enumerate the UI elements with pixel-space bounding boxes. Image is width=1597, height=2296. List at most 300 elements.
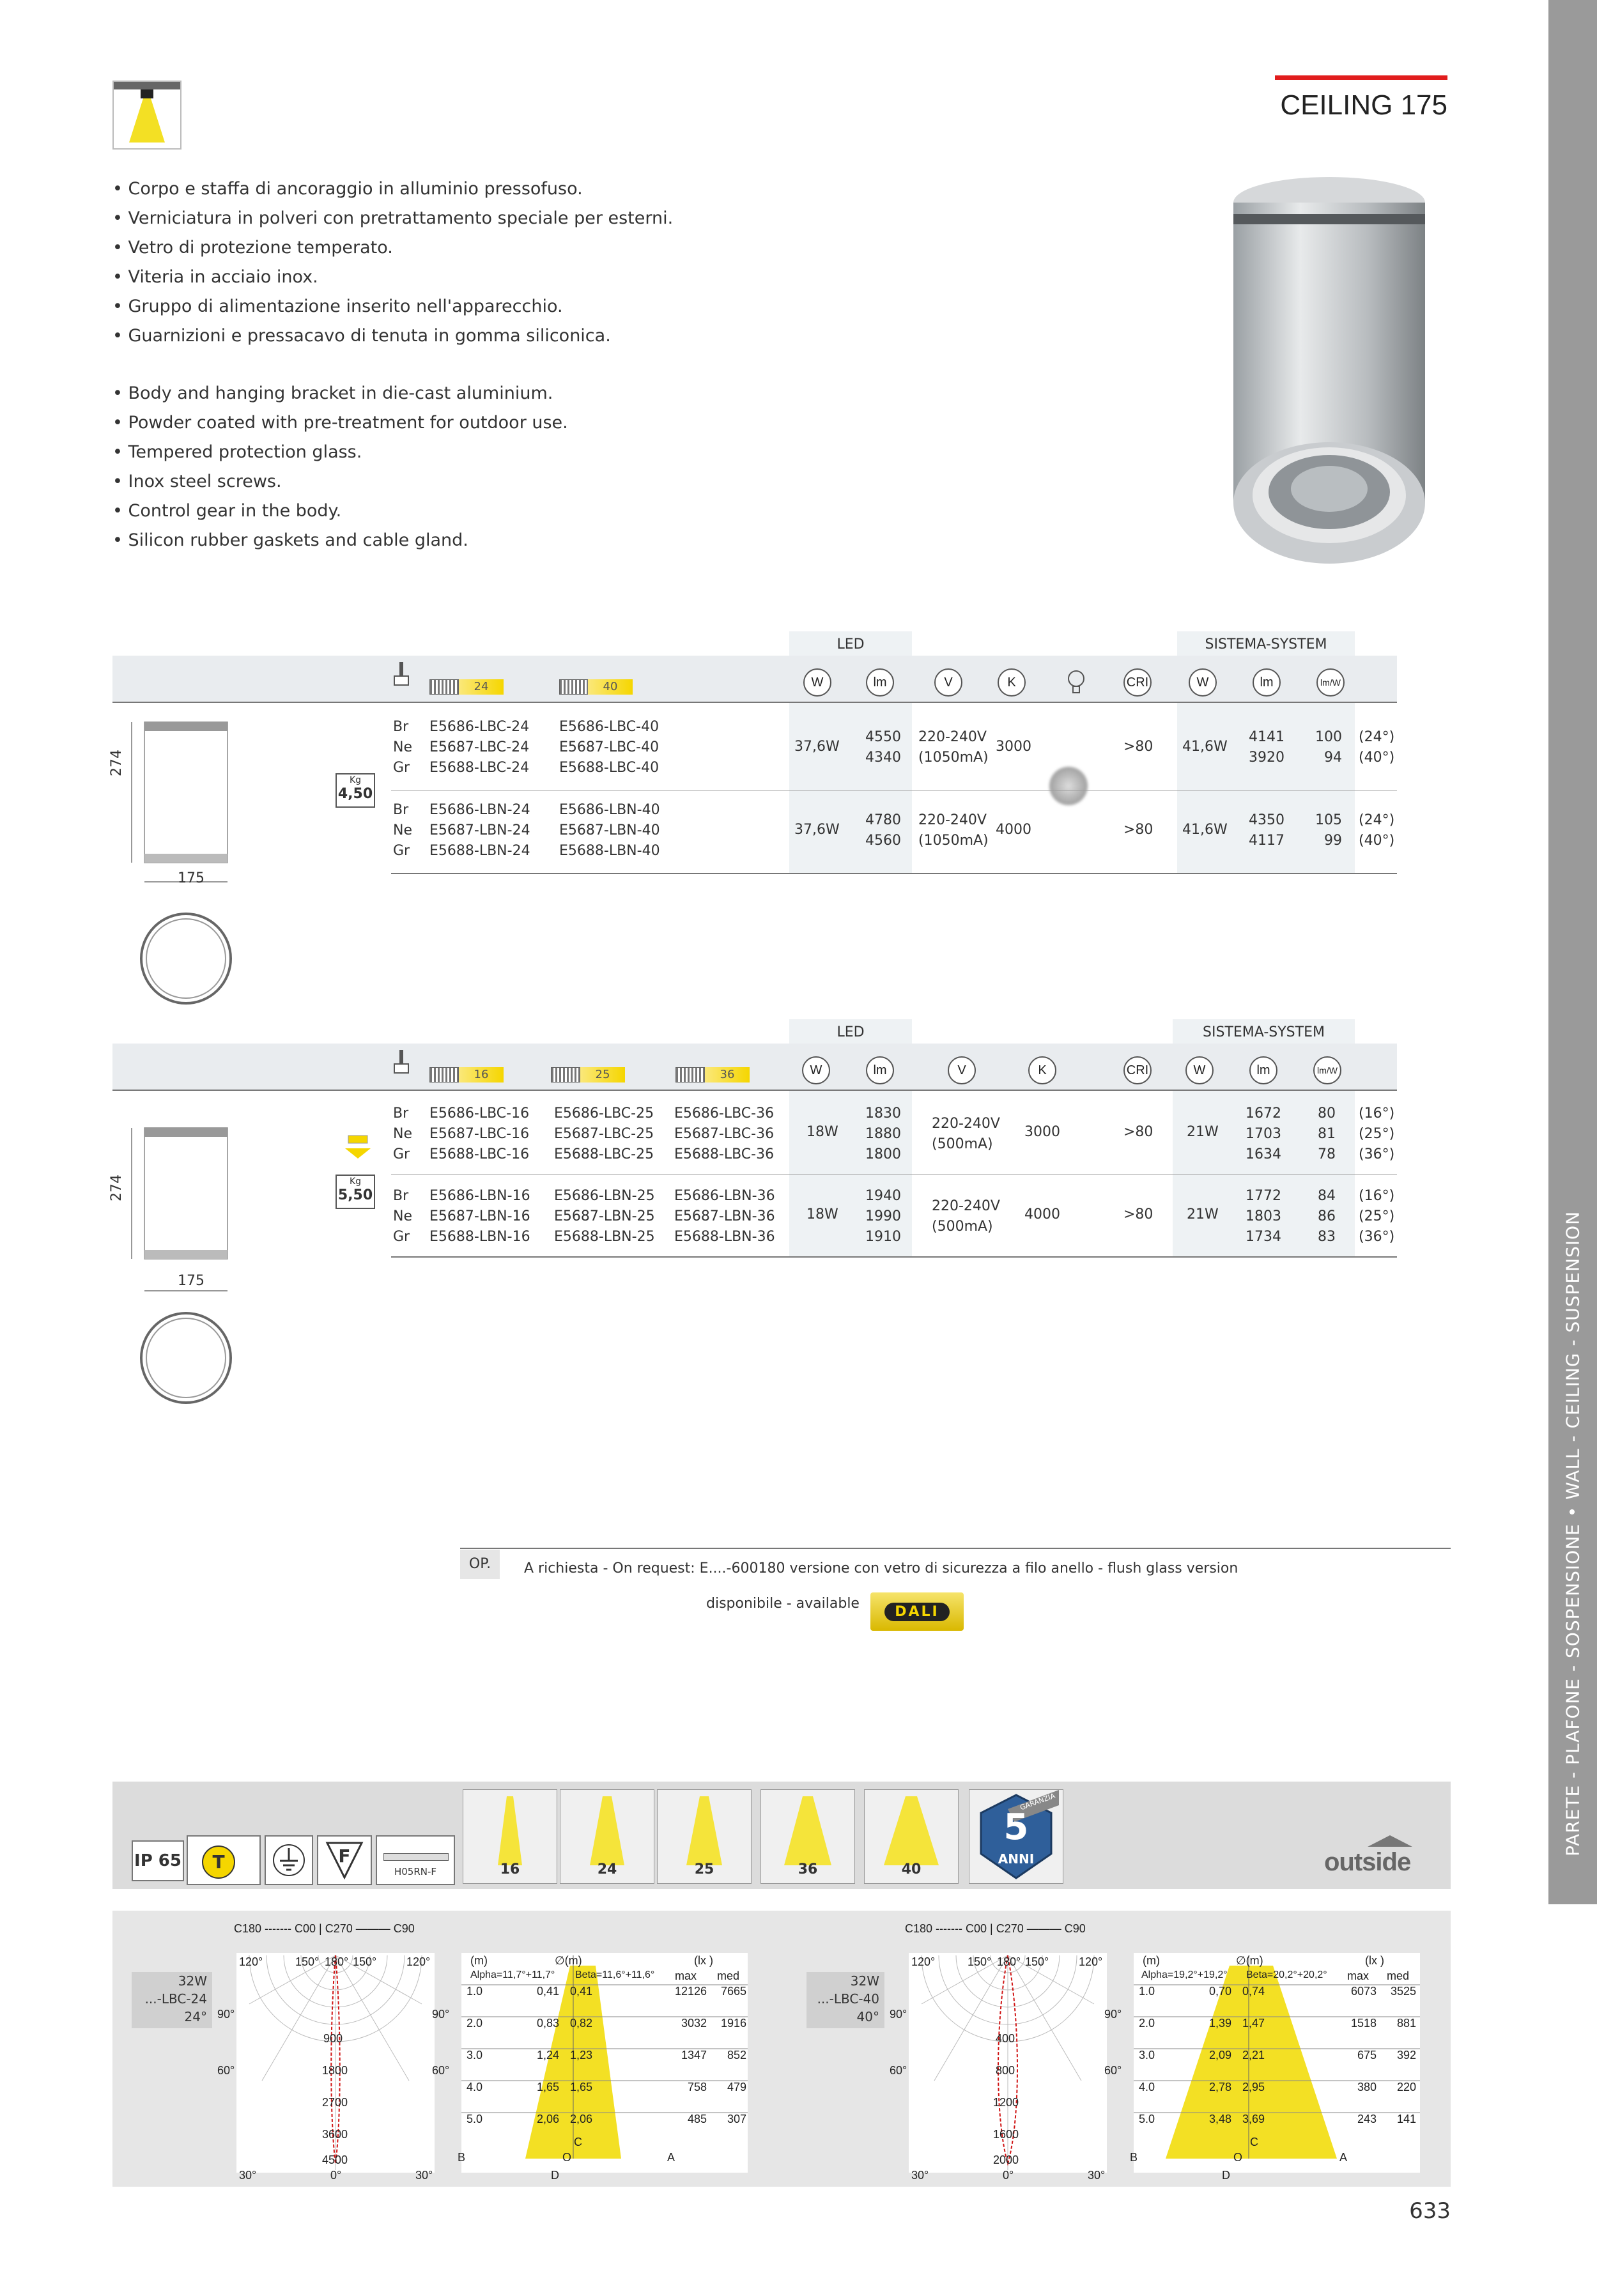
t-mark: T <box>202 1845 235 1879</box>
t1-g1-colors <box>393 717 412 778</box>
t-mark-box <box>187 1835 261 1885</box>
t2-weight-box <box>336 1175 375 1209</box>
ph1-row-a: 1,65 <box>537 2081 560 2093</box>
kelvin-icon: K <box>998 668 1026 697</box>
title-accent-line <box>1275 75 1447 80</box>
ph2-row-b: 3,69 <box>1242 2113 1265 2125</box>
efficacy-value: 84 <box>1318 1188 1336 1204</box>
t2-g1-voltage <box>932 1114 1000 1155</box>
product-code: E5688-LBC-25 <box>554 1146 654 1162</box>
ph1-row-h: 4.0 <box>467 2081 483 2093</box>
watt-icon: W <box>803 668 831 697</box>
feature-en-5: • Control gear in the body. <box>112 501 342 521</box>
ph1-polar-value: 3600 <box>322 2128 348 2141</box>
sys-lumen-icon: lm <box>1249 1056 1277 1084</box>
f-mark: F <box>338 1845 351 1867</box>
ph2-col-lx: (lx ) <box>1365 1954 1384 1967</box>
ph1-row-med: 852 <box>727 2049 746 2061</box>
ph1-angle-right-90: 90° <box>432 2008 450 2021</box>
product-code: E5687-LBN-40 <box>559 822 660 838</box>
t2-beam-tag-2: 25 <box>580 1067 625 1083</box>
feature-en-6: • Silicon rubber gaskets and cable gland. <box>112 530 468 550</box>
ph2-angle-left-60: 60° <box>890 2064 907 2077</box>
t2-beam-tag-1: 16 <box>459 1067 504 1083</box>
ph2-row-a: 2,09 <box>1209 2049 1232 2061</box>
ph1-row-max: 1347 <box>681 2049 707 2061</box>
t1-g1-lmw <box>1304 727 1342 768</box>
volt-icon: V <box>948 1056 976 1084</box>
ph1-row-max: 3032 <box>681 2017 707 2030</box>
t1-weight-unit: Kg <box>349 775 362 785</box>
product-code: E5686-LBN-24 <box>429 802 530 818</box>
product-code: E5688-LBN-36 <box>674 1229 775 1245</box>
lumen-value: 4780 <box>865 812 901 828</box>
ph2-letter-o: O <box>1233 2151 1243 2164</box>
ph1-angle-right-60: 60° <box>432 2064 450 2077</box>
efficacy-icon: lm/W <box>1313 1056 1341 1084</box>
ip-rating: IP 65 <box>132 1840 184 1881</box>
ph1-row-b: 0,82 <box>570 2017 593 2030</box>
ph1-letter-o: O <box>562 2151 572 2164</box>
product-code: E5686-LBC-16 <box>429 1106 530 1121</box>
t2-lens-icon-1 <box>429 1067 459 1083</box>
ph1-row-med: 479 <box>727 2081 746 2093</box>
ph1-angle-top-4: 150° <box>353 1955 377 1968</box>
angle-value: (36°) <box>1359 1229 1395 1245</box>
ph1-row-a: 1,24 <box>537 2049 560 2061</box>
ph2-col-diam: ∅(m) <box>1236 1954 1263 1967</box>
t2-g1-codes-a <box>429 1104 529 1165</box>
ph1-angle-left-90: 90° <box>217 2008 235 2021</box>
page-number: 633 <box>1409 2198 1451 2224</box>
ph2-legend: C180 ------- C00 | C270 ——— C90 <box>905 1922 1086 1935</box>
t2-g1-codes-b <box>554 1104 654 1165</box>
product-code: E5686-LBN-16 <box>429 1188 530 1204</box>
warranty-badge <box>969 1789 1063 1884</box>
kelvin-icon: K <box>1028 1056 1056 1084</box>
t1-g1-voltage <box>918 727 989 768</box>
angle-value: (16°) <box>1359 1106 1395 1121</box>
product-code: E5687-LBN-24 <box>429 822 530 838</box>
ph2-polar-value: 1200 <box>993 2096 1019 2109</box>
ph2-cone-chart <box>1134 1953 1420 2173</box>
beam-label: 16 <box>500 1861 520 1877</box>
angle-value: (25°) <box>1359 1126 1395 1142</box>
ph1-angle-top-3: 180° <box>325 1955 349 1968</box>
t1-g1-kelvin: 3000 <box>996 739 1031 755</box>
ph1-angle-top-2: 150° <box>295 1955 320 1968</box>
efficacy-value: 105 <box>1315 812 1342 828</box>
ph1-row-h: 5.0 <box>467 2113 483 2125</box>
efficacy-value: 81 <box>1318 1126 1336 1142</box>
t1-g1-codes-a <box>429 717 529 778</box>
t2-dim-height: 274 <box>109 1175 125 1201</box>
lumen-value: 4141 <box>1249 729 1285 745</box>
lumen-icon: lm <box>866 668 894 697</box>
ph1-polar-value: 4500 <box>322 2153 348 2166</box>
beam-16 <box>463 1789 557 1884</box>
lumen-value: 4350 <box>1249 812 1285 828</box>
ph2-model-angle: 40° <box>856 2009 879 2024</box>
feature-en-2: • Powder coated with pre-treatment for outdoor use. <box>112 413 568 433</box>
volt-icon: V <box>934 668 962 697</box>
ph1-beta: Beta=11,6°+11,6° <box>575 1969 655 1980</box>
t2-g1-colors <box>393 1104 412 1165</box>
product-code: E5687-LBC-40 <box>559 739 660 755</box>
ph2-max-label: max <box>1347 1969 1369 1982</box>
product-code: E5688-LBN-16 <box>429 1229 530 1245</box>
ph2-model-box <box>806 1972 884 2028</box>
lumen-value: 1803 <box>1246 1208 1281 1224</box>
color-code: Br <box>393 802 409 818</box>
t2-weight-unit: Kg <box>349 1176 362 1187</box>
sys-lumen-icon: lm <box>1253 668 1281 697</box>
t1-lens-icon-1 <box>429 679 459 695</box>
feature-it-4: • Viteria in acciaio inox. <box>112 267 318 287</box>
color-code: Ne <box>393 1208 412 1224</box>
t1-g2-lmw <box>1304 810 1342 851</box>
ph2-angle-bottom-2: 0° <box>1003 2169 1014 2182</box>
ph1-row-max: 485 <box>687 2113 707 2125</box>
ph2-polar-value: 1600 <box>993 2128 1019 2141</box>
t2-g1-angles <box>1359 1104 1394 1165</box>
beam-label: 24 <box>597 1861 617 1877</box>
ph2-angle-top-4: 150° <box>1025 1955 1049 1968</box>
lumen-value: 1634 <box>1246 1146 1281 1162</box>
lumen-value: 1940 <box>865 1188 901 1204</box>
ph2-letter-c: C <box>1250 2136 1258 2148</box>
lumen-icon: lm <box>866 1056 894 1084</box>
category-icon <box>112 81 181 150</box>
t1-g1-sys-w: 41,6W <box>1182 739 1228 755</box>
ph2-row-b: 2,95 <box>1242 2081 1265 2093</box>
ph1-col-m: (m) <box>470 1954 488 1967</box>
current-value: (1050mA) <box>918 750 989 766</box>
angle-value: (16°) <box>1359 1188 1395 1204</box>
ph1-model-box <box>132 1972 212 2028</box>
ph1-model-code: ...-LBC-24 <box>144 1991 207 2007</box>
ph2-row-med: 392 <box>1396 2049 1416 2061</box>
ph1-polar-value: 1800 <box>322 2064 348 2077</box>
t1-dimension-drawing <box>112 709 240 1016</box>
ph1-angle-top-1: 120° <box>239 1955 263 1968</box>
cri-icon: CRI <box>1123 1056 1152 1084</box>
ph1-polar-value: 2700 <box>322 2096 348 2109</box>
t1-dim-height: 274 <box>109 750 125 776</box>
t1-g2-sys-w: 41,6W <box>1182 822 1228 838</box>
lumen-value: 4550 <box>865 729 901 745</box>
ph1-row-h: 3.0 <box>467 2049 483 2061</box>
t1-beam-tag-2: 40 <box>588 679 633 695</box>
ph2-row-a: 1,39 <box>1209 2017 1232 2030</box>
t1-g1-codes-b <box>559 717 659 778</box>
ph1-row-med: 307 <box>727 2113 746 2125</box>
cable-box <box>376 1835 455 1885</box>
ph1-model-angle: 24° <box>184 2009 207 2024</box>
ph2-angle-top-2: 150° <box>968 1955 992 1968</box>
ph2-row-max: 6073 <box>1350 1985 1377 1998</box>
angle-value: (40°) <box>1359 750 1395 766</box>
t2-g2-codes-c <box>674 1186 775 1247</box>
ground-icon <box>265 1835 313 1885</box>
ph2-row-max: 675 <box>1357 2049 1377 2061</box>
t1-weight: 4,50 <box>337 786 373 802</box>
t2-g2-kelvin: 4000 <box>1024 1206 1060 1222</box>
t2-g1-sys-lm <box>1230 1104 1281 1165</box>
beam-label: 36 <box>798 1861 818 1877</box>
ph2-row-med: 141 <box>1396 2113 1416 2125</box>
page-title: CEILING 175 <box>1280 89 1447 121</box>
t2-g2-lmw <box>1304 1186 1336 1247</box>
ph2-row-b: 0,74 <box>1242 1985 1265 1998</box>
ph1-row-b: 1,65 <box>570 2081 593 2093</box>
beam-40 <box>864 1789 959 1884</box>
color-code: Gr <box>393 843 410 859</box>
ph2-row-a: 0,70 <box>1209 1985 1232 1998</box>
color-code: Br <box>393 1106 409 1121</box>
current-value: (500mA) <box>932 1219 993 1235</box>
product-code: E5688-LBC-36 <box>674 1146 775 1162</box>
lumen-value: 1703 <box>1246 1126 1281 1142</box>
t1-g1-cri: >80 <box>1123 739 1153 755</box>
t1-g2-codes-b <box>559 800 660 861</box>
t2-g2-sys-lm <box>1230 1186 1281 1247</box>
product-code: E5687-LBC-36 <box>674 1126 775 1142</box>
ph1-angle-top-5: 120° <box>406 1955 431 1968</box>
current-value: (500mA) <box>932 1136 993 1152</box>
product-code: E5687-LBC-24 <box>429 739 530 755</box>
t1-dim-width: 175 <box>178 870 204 886</box>
t2-beam-tag-3: 36 <box>705 1067 750 1083</box>
ph2-med-label: med <box>1387 1969 1410 1982</box>
product-code: E5687-LBN-16 <box>429 1208 530 1224</box>
ph2-col-m: (m) <box>1143 1954 1160 1967</box>
color-code: Ne <box>393 822 412 838</box>
product-code: E5687-LBN-25 <box>554 1208 655 1224</box>
product-code: E5686-LBN-25 <box>554 1188 655 1204</box>
ph2-angle-bottom-3: 30° <box>1088 2169 1106 2182</box>
t2-g2-colors <box>393 1186 412 1247</box>
options-text: A richiesta - On request: E....-600180 versione con vetro di sicurezza a filo anello - flush glass version <box>524 1560 1238 1576</box>
ph2-row-a: 2,78 <box>1209 2081 1232 2093</box>
beam-36 <box>760 1789 855 1884</box>
ph2-letter-a: A <box>1339 2151 1348 2164</box>
feature-it-3: • Vetro di protezione temperato. <box>112 238 393 258</box>
product-code: E5688-LBC-24 <box>429 760 530 776</box>
ph1-alpha: Alpha=11,7°+11,7° <box>470 1969 555 1980</box>
ph1-row-h: 2.0 <box>467 2017 483 2030</box>
ph2-row-b: 2,21 <box>1242 2049 1265 2061</box>
t1-accessory-thumb <box>1049 767 1088 805</box>
ph2-angle-top-5: 120° <box>1079 1955 1103 1968</box>
feature-en-4: • Inox steel screws. <box>112 472 282 491</box>
f-mark-box <box>317 1835 372 1885</box>
ph1-row-b: 2,06 <box>570 2113 593 2125</box>
color-code: Ne <box>393 739 412 755</box>
ph2-row-h: 2.0 <box>1139 2017 1155 2030</box>
t2-g2-codes-b <box>554 1186 655 1247</box>
efficacy-value: 100 <box>1315 729 1342 745</box>
lumen-value: 1880 <box>865 1126 901 1142</box>
lumen-value: 4340 <box>865 750 901 766</box>
voltage-value: 220-240V <box>932 1198 1000 1214</box>
feature-it-1: • Corpo e staffa di ancoraggio in alluminio pressofuso. <box>112 179 583 199</box>
t1-g2-sys-lm <box>1233 810 1285 851</box>
color-code: Gr <box>393 1229 410 1245</box>
ph2-row-max: 1518 <box>1350 2017 1377 2030</box>
ph1-letter-b: B <box>458 2151 466 2164</box>
t2-g1-led-lm <box>856 1104 901 1165</box>
ph2-angle-right-60: 60° <box>1104 2064 1122 2077</box>
beam-label: 40 <box>901 1861 922 1877</box>
ph2-letter-b: B <box>1130 2151 1138 2164</box>
ph1-row-a: 0,41 <box>537 1985 560 1998</box>
ph2-row-h: 4.0 <box>1139 2081 1155 2093</box>
t1-g2-kelvin: 4000 <box>996 822 1031 838</box>
current-value: (1050mA) <box>918 833 989 849</box>
product-code: E5686-LBN-40 <box>559 802 660 818</box>
ph2-model-watt: 32W <box>850 1973 879 1989</box>
bulb-icon <box>1065 668 1088 699</box>
t2-lens-icon-3 <box>675 1067 705 1083</box>
lumen-value: 3920 <box>1249 750 1285 766</box>
ph1-angle-bottom-3: 30° <box>415 2169 433 2182</box>
t2-led-label: LED <box>837 1024 865 1040</box>
product-code: E5687-LBC-25 <box>554 1126 654 1142</box>
t1-header-rule <box>112 702 1397 703</box>
cri-icon: CRI <box>1123 668 1152 697</box>
product-code: E5688-LBN-40 <box>559 843 660 859</box>
ph2-letter-d: D <box>1222 2169 1230 2182</box>
product-code: E5686-LBC-25 <box>554 1106 654 1121</box>
color-code: Gr <box>393 760 410 776</box>
t2-lens-icon-2 <box>551 1067 580 1083</box>
voltage-value: 220-240V <box>932 1116 1000 1132</box>
product-code: E5688-LBC-16 <box>429 1146 530 1162</box>
t2-g1-cri: >80 <box>1123 1124 1153 1140</box>
product-code: E5686-LBC-24 <box>429 719 530 735</box>
t1-g1-led-w: 37,6W <box>794 739 840 755</box>
brand-name: outside <box>1324 1848 1411 1876</box>
cable-icon <box>383 1853 449 1861</box>
ph2-angle-top-1: 120° <box>911 1955 936 1968</box>
t2-g2-voltage <box>932 1196 1000 1237</box>
ph2-row-h: 5.0 <box>1139 2113 1155 2125</box>
ph1-letter-a: A <box>667 2151 675 2164</box>
angle-value: (25°) <box>1359 1208 1395 1224</box>
product-code: E5687-LBC-16 <box>429 1126 530 1142</box>
t1-g2-voltage <box>918 810 989 851</box>
angle-value: (24°) <box>1359 812 1395 828</box>
beam-label: 25 <box>694 1861 714 1877</box>
t2-bottom-rule <box>391 1256 1397 1258</box>
t2-g2-led-lm <box>856 1186 901 1247</box>
warranty-text: ANNI <box>998 1851 1035 1867</box>
lumen-value: 1830 <box>865 1106 901 1121</box>
dali-badge <box>870 1592 964 1631</box>
ph1-row-a: 2,06 <box>537 2113 560 2125</box>
t2-accessory-icon <box>342 1134 374 1162</box>
t1-g1-sys-lm <box>1233 727 1285 768</box>
t1-led-label: LED <box>837 636 865 652</box>
t2-g2-angles <box>1359 1186 1394 1247</box>
ph1-angle-bottom-2: 0° <box>330 2169 342 2182</box>
ph1-letter-c: C <box>574 2136 582 2148</box>
side-category-label: PARETE - PLAFONE - SOSPENSIONE • WALL - CEILING - SUSPENSION <box>1562 1210 1584 1857</box>
ph2-row-h: 1.0 <box>1139 1985 1155 1998</box>
t1-g2-codes-a <box>429 800 530 861</box>
mounting-icon <box>393 662 410 690</box>
ph1-row-med: 7665 <box>720 1985 746 1998</box>
ph1-row-b: 0,41 <box>570 1985 593 1998</box>
dali-label: DALI <box>884 1603 950 1621</box>
product-code: E5688-LBC-40 <box>559 760 660 776</box>
t1-system-label: SISTEMA-SYSTEM <box>1205 636 1327 652</box>
mounting-icon <box>393 1050 410 1078</box>
t2-dim-width: 175 <box>178 1273 204 1289</box>
ph1-letter-d: D <box>551 2169 559 2182</box>
sys-watt-icon: W <box>1185 1056 1214 1084</box>
lumen-value: 1990 <box>865 1208 901 1224</box>
t2-header-rule <box>112 1090 1397 1091</box>
product-code: E5686-LBC-40 <box>559 719 660 735</box>
efficacy-value: 78 <box>1318 1146 1336 1162</box>
t1-lens-icon-2 <box>559 679 589 695</box>
ph2-model-code: ...-LBC-40 <box>817 1991 879 2007</box>
brand-logo <box>1323 1835 1425 1880</box>
lumen-value: 4560 <box>865 833 901 849</box>
t1-weight-box <box>336 773 375 808</box>
ph1-row-max: 758 <box>687 2081 707 2093</box>
ph1-row-b: 1,23 <box>570 2049 593 2061</box>
options-label: OP. <box>460 1550 500 1579</box>
t1-bottom-rule <box>391 873 1397 874</box>
product-code: E5687-LBN-36 <box>674 1208 775 1224</box>
ph2-row-med: 220 <box>1396 2081 1416 2093</box>
color-code: Ne <box>393 1126 412 1142</box>
angle-value: (40°) <box>1359 833 1395 849</box>
sys-watt-icon: W <box>1189 668 1217 697</box>
lumen-value: 4117 <box>1249 833 1285 849</box>
ph2-beta: Beta=20,2°+20,2° <box>1246 1969 1327 1980</box>
t2-g1-lmw <box>1304 1104 1336 1165</box>
t2-g2-led-w: 18W <box>806 1206 838 1222</box>
feature-en-1: • Body and hanging bracket in die-cast aluminium. <box>112 383 553 403</box>
color-code: Br <box>393 1188 409 1204</box>
feature-it-2: • Verniciatura in polveri con pretrattamento speciale per esterni. <box>112 208 674 228</box>
ph2-row-a: 3,48 <box>1209 2113 1232 2125</box>
ph1-row-a: 0,83 <box>537 2017 560 2030</box>
efficacy-value: 86 <box>1318 1208 1336 1224</box>
ph2-alpha: Alpha=19,2°+19,2° <box>1141 1969 1228 1980</box>
t2-g1-kelvin: 3000 <box>1024 1124 1060 1140</box>
feature-it-6: • Guarnizioni e pressacavo di tenuta in gomma siliconica. <box>112 326 611 346</box>
lumen-value: 1734 <box>1246 1229 1281 1245</box>
ph1-angle-bottom-1: 30° <box>239 2169 257 2182</box>
product-code: E5688-LBN-25 <box>554 1229 655 1245</box>
ph2-row-max: 380 <box>1357 2081 1377 2093</box>
warranty-years: 5 <box>1003 1807 1029 1848</box>
product-code: E5686-LBC-36 <box>674 1106 775 1121</box>
t2-g2-cri: >80 <box>1123 1206 1153 1222</box>
ph2-row-b: 1,47 <box>1242 2017 1265 2030</box>
t1-g2-cri: >80 <box>1123 822 1153 838</box>
ph2-row-med: 3525 <box>1390 1985 1416 1998</box>
t1-g2-angles <box>1359 810 1394 851</box>
lumen-value: 1772 <box>1246 1188 1281 1204</box>
ph1-angle-left-60: 60° <box>217 2064 235 2077</box>
ph2-angle-top-3: 180° <box>997 1955 1021 1968</box>
